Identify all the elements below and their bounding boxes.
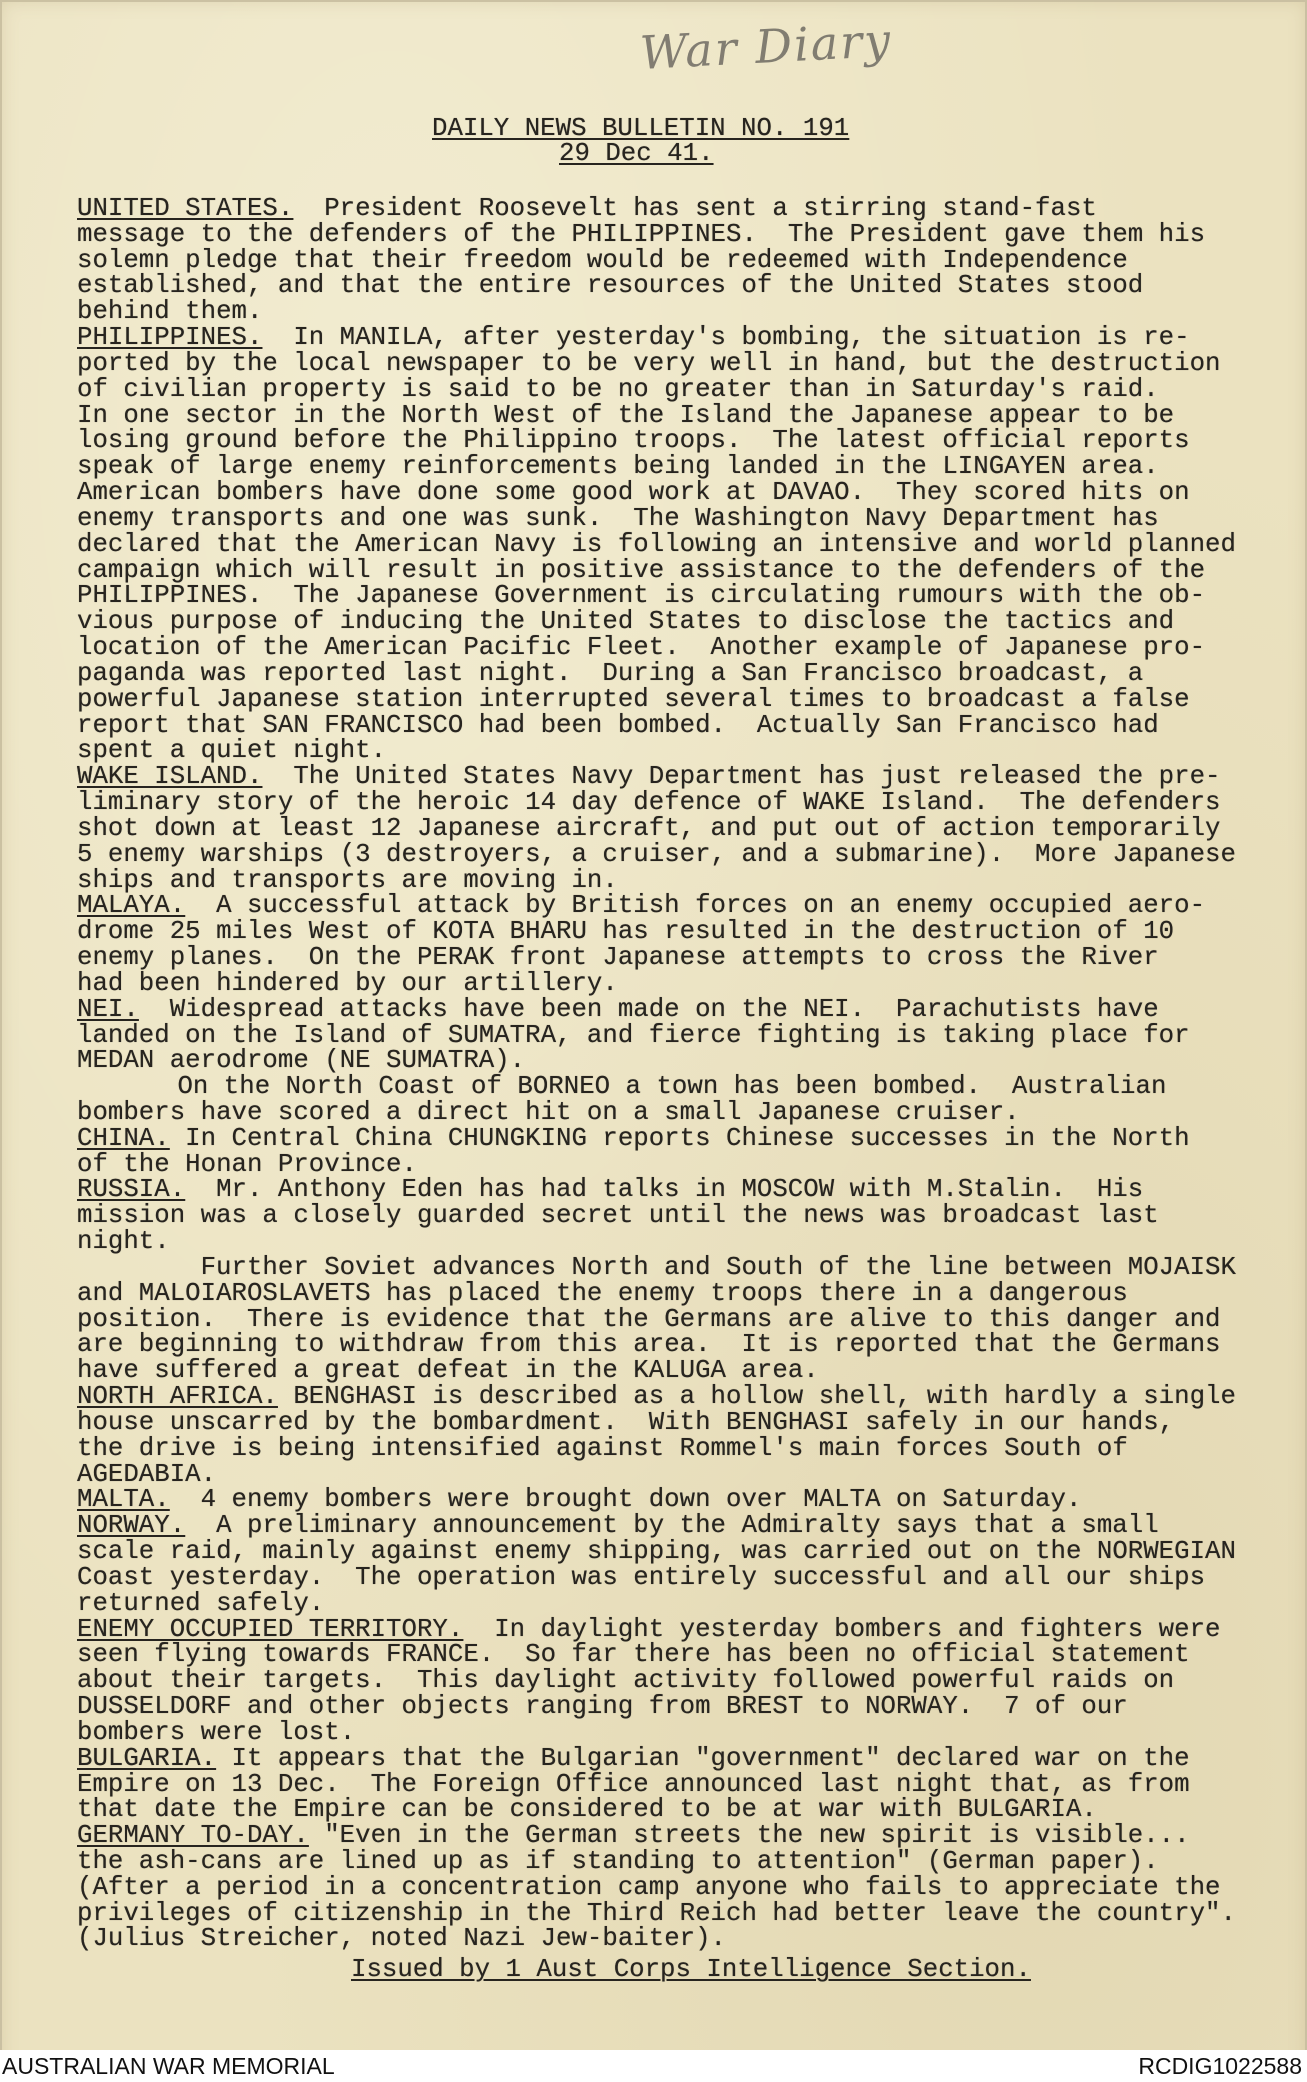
section-heading: NEI. — [77, 994, 139, 1024]
bulletin-line: night. — [77, 1227, 170, 1257]
section-wake-island — [77, 764, 1292, 893]
bulletin-line: enemy planes. On the PERAK front Japanese attempts to cross the River — [77, 943, 1159, 973]
line-text: President Roosevelt has sent a stirring stand-fast — [324, 194, 1097, 223]
bulletin-line: and MALOIAROSLAVETS has placed the enemy troops there in a dangerous — [77, 1278, 1128, 1308]
bulletin-line: the ash-cans are lined up as if standing to attention" (German paper). — [77, 1847, 1159, 1876]
bulletin-line: the drive is being intensified against Rommel's main forces South of — [77, 1433, 1128, 1463]
bulletin-line: powerful Japanese station interrupted several times to broadcast a false — [77, 684, 1190, 714]
bulletin-line: In one sector in the North West of the Island the Japanese appear to be — [77, 400, 1175, 430]
line-text: In MANILA, after yesterday's bombing, the situation is re- — [293, 323, 1190, 353]
section-heading: MALTA. — [77, 1485, 170, 1515]
bulletin-line: AGEDABIA. — [77, 1459, 217, 1489]
section-united-states — [77, 196, 1292, 325]
bulletin-line: On the North Coast of BORNEO a town has been bombed. Australian — [177, 1072, 1167, 1102]
line-text: In daylight yesterday bombers and fighters were — [494, 1614, 1221, 1644]
bulletin-line: solemn pledge that their freedom would be redeemed with Independence — [77, 245, 1128, 275]
bulletin-line: established, and that the entire resources of the United States stood — [77, 271, 1144, 301]
bulletin-line: (Julius Streicher, noted Nazi Jew-baiter). — [77, 1924, 727, 1954]
bulletin-line — [77, 893, 1292, 919]
line-text: BENGHASI is described as a hollow shell, with hardly a single — [293, 1382, 1236, 1412]
line-text: It appears that the Bulgarian "government" declared war on the — [231, 1743, 1190, 1773]
bulletin-line: report that SAN FRANCISCO had been bombed. Actually San Francisco had — [77, 710, 1159, 740]
bulletin-line: speak of large enemy reinforcements being landed in the LINGAYEN area. — [77, 452, 1159, 482]
bulletin-line: liminary story of the heroic 14 day defence of WAKE Island. The defenders — [77, 788, 1221, 818]
bulletin-line: DUSSELDORF and other objects ranging from BREST to NORWAY. 7 of our — [77, 1692, 1128, 1722]
bulletin-line — [77, 1743, 1292, 1773]
bulletin-line: landed on the Island of SUMATRA, and fierce fighting is taking place for — [77, 1020, 1190, 1050]
bulletin-line: behind them. — [77, 297, 263, 327]
bulletin-line — [77, 325, 1292, 351]
bulletin-line: of the Honan Province. — [77, 1149, 417, 1179]
bulletin-line: ported by the local newspaper to be very well in hand, but the destruction — [77, 348, 1221, 378]
bulletin-line: declared that the American Navy is following an intensive and world planned — [77, 529, 1236, 559]
archive-institution: AUSTRALIAN WAR MEMORIAL — [2, 2053, 335, 2079]
bulletin-line — [77, 1487, 1292, 1513]
bulletin-line: vious purpose of inducing the United States to disclose the tactics and — [77, 607, 1175, 637]
bulletin-line: scale raid, mainly against enemy shipping, was carried out on the NORWEGIAN — [77, 1537, 1236, 1567]
section-heading: NORTH AFRICA. — [77, 1382, 278, 1412]
bulletin-line: seen flying towards FRANCE. So far there has been no official statement — [77, 1640, 1190, 1670]
bulletin-line: bombers have scored a direct hit on a small Japanese cruiser. — [77, 1097, 1020, 1127]
bulletin-line: enemy transports and one was sunk. The Washington Navy Department has — [77, 503, 1159, 533]
section-heading: UNITED STATES. — [77, 194, 294, 223]
bulletin-line — [77, 764, 1292, 790]
bulletin-line: position. There is evidence that the Germans are alive to this danger and — [77, 1304, 1221, 1334]
bulletin-line: (After a period in a concentration camp anyone who fails to appreciate the — [77, 1872, 1221, 1902]
bulletin-date: 29 Dec 41. — [559, 139, 714, 168]
bulletin-line: Coast yesterday. The operation was entirely successful and all our ships — [77, 1562, 1206, 1592]
bulletin-line: that date the Empire can be considered to be at war with BULGARIA. — [77, 1795, 1097, 1825]
bulletin-line: PHILIPPINES. The Japanese Government is circulating rumours with the ob- — [77, 581, 1206, 611]
bulletin-line: are beginning to withdraw from this area. It is reported that the Germans — [77, 1330, 1221, 1360]
section-nei — [77, 994, 1292, 1127]
section-philippines — [77, 325, 1292, 764]
bulletin-line — [77, 1123, 1292, 1153]
archive-record-id: RCDIG1022588 — [1138, 2053, 1302, 2079]
bulletin-line: house unscarred by the bombardment. With BENGHASI safely in our hands, — [77, 1407, 1175, 1437]
line-text: The United States Navy Department has just released the pre- — [293, 762, 1221, 792]
bulletin-line — [77, 994, 1292, 1024]
bulletin-line: have suffered a great defeat in the KALUGA area. — [77, 1356, 819, 1386]
bulletin-line: returned safely. — [77, 1588, 325, 1618]
line-text: A preliminary announcement by the Admiralty says that a small — [216, 1511, 1159, 1541]
bulletin-line: privileges of citizenship in the Third Reich had better leave the country". — [77, 1898, 1236, 1928]
section-heading: ENEMY OCCUPIED TERRITORY. — [77, 1614, 464, 1644]
line-text: Mr. Anthony Eden has had talks in MOSCOW with M.Stalin. His — [216, 1175, 1144, 1205]
bulletin-line: drome 25 miles West of KOTA BHARU has resulted in the destruction of 10 — [77, 917, 1175, 947]
section-enemy-occupied-territory — [77, 1614, 1292, 1747]
section-heading: NORWAY. — [77, 1511, 186, 1541]
section-heading: GERMANY TO-DAY. — [77, 1821, 309, 1851]
bulletin-line: campaign which will result in positive assistance to the defenders of the — [77, 555, 1206, 585]
archive-footer — [0, 2050, 1307, 2082]
section-heading: BULGARIA. — [77, 1743, 217, 1773]
section-heading: PHILIPPINES. — [77, 323, 263, 353]
section-malta — [77, 1487, 1292, 1513]
bulletin-line: had been hindered by our artillery. — [77, 968, 618, 998]
line-text: A successful attack by British forces on an enemy occupied aero- — [216, 891, 1206, 921]
section-china — [77, 1123, 1292, 1179]
bulletin-line: ships and transports are moving in. — [77, 865, 618, 895]
bulletin-line: shot down at least 12 Japanese aircraft, and put out of action temporarily — [77, 813, 1221, 843]
bulletin-line: MEDAN aerodrome (NE SUMATRA). — [77, 1046, 526, 1076]
bulletin-line — [77, 1513, 1292, 1539]
section-heading: RUSSIA. — [77, 1175, 186, 1205]
bulletin-line: Further Soviet advances North and South of the line between MOJAISK — [200, 1252, 1236, 1282]
bulletin-line: 5 enemy warships (3 destroyers, a cruiser, and a submarine). More Japanese — [77, 839, 1236, 869]
line-text: "Even in the German streets the new spirit is visible... — [324, 1821, 1190, 1851]
issuer-line: Issued by 1 Aust Corps Intelligence Section. — [351, 1955, 1031, 1985]
section-malaya — [77, 893, 1292, 996]
bulletin-line: location of the American Pacific Fleet. Another example of Japanese pro- — [77, 633, 1206, 663]
section-germany-to-day — [77, 1823, 1292, 1952]
section-russia — [77, 1177, 1292, 1384]
bulletin-line: mission was a closely guarded secret until the news was broadcast last — [77, 1201, 1159, 1231]
section-heading: WAKE ISLAND. — [77, 762, 263, 792]
bulletin-line — [77, 1823, 1292, 1849]
line-text: 4 enemy bombers were brought down over MALTA on Saturday. — [200, 1485, 1082, 1515]
bulletin-line — [77, 1384, 1292, 1410]
bulletin-line: American bombers have done some good work at DAVAO. They scored hits on — [77, 478, 1190, 508]
bulletin-line: of civilian property is said to be no greater than in Saturday's raid. — [77, 374, 1159, 404]
handwritten-annotation: War Diary — [638, 12, 894, 80]
section-heading: CHINA. — [77, 1123, 170, 1153]
section-bulgaria — [77, 1743, 1292, 1825]
bulletin-body — [77, 196, 1292, 1983]
bulletin-line — [77, 1614, 1292, 1644]
bulletin-line: about their targets. This daylight activity followed powerful raids on — [77, 1666, 1175, 1696]
section-heading: MALAYA. — [77, 891, 186, 921]
section-north-africa — [77, 1384, 1292, 1487]
bulletin-line: paganda was reported last night. During a San Francisco broadcast, a — [77, 658, 1144, 688]
bulletin-title: DAILY NEWS BULLETIN NO. 191 — [432, 114, 850, 143]
line-text: Widespread attacks have been made on the NEI. Parachutists have — [169, 994, 1159, 1024]
bulletin-line — [77, 196, 1292, 222]
bulletin-line: spent a quiet night. — [77, 736, 387, 766]
line-text: In Central China CHUNGKING reports Chinese successes in the North — [185, 1123, 1190, 1153]
bulletin-line: bombers were lost. — [77, 1717, 356, 1747]
bulletin-line — [77, 1177, 1292, 1203]
section-norway — [77, 1513, 1292, 1616]
bulletin-line: losing ground before the Philippino troops. The latest official reports — [77, 426, 1190, 456]
bulletin-line: message to the defenders of the PHILIPPINES. The President gave them his — [77, 219, 1206, 249]
bulletin-line: Empire on 13 Dec. The Foreign Office announced last night that, as from — [77, 1769, 1190, 1799]
